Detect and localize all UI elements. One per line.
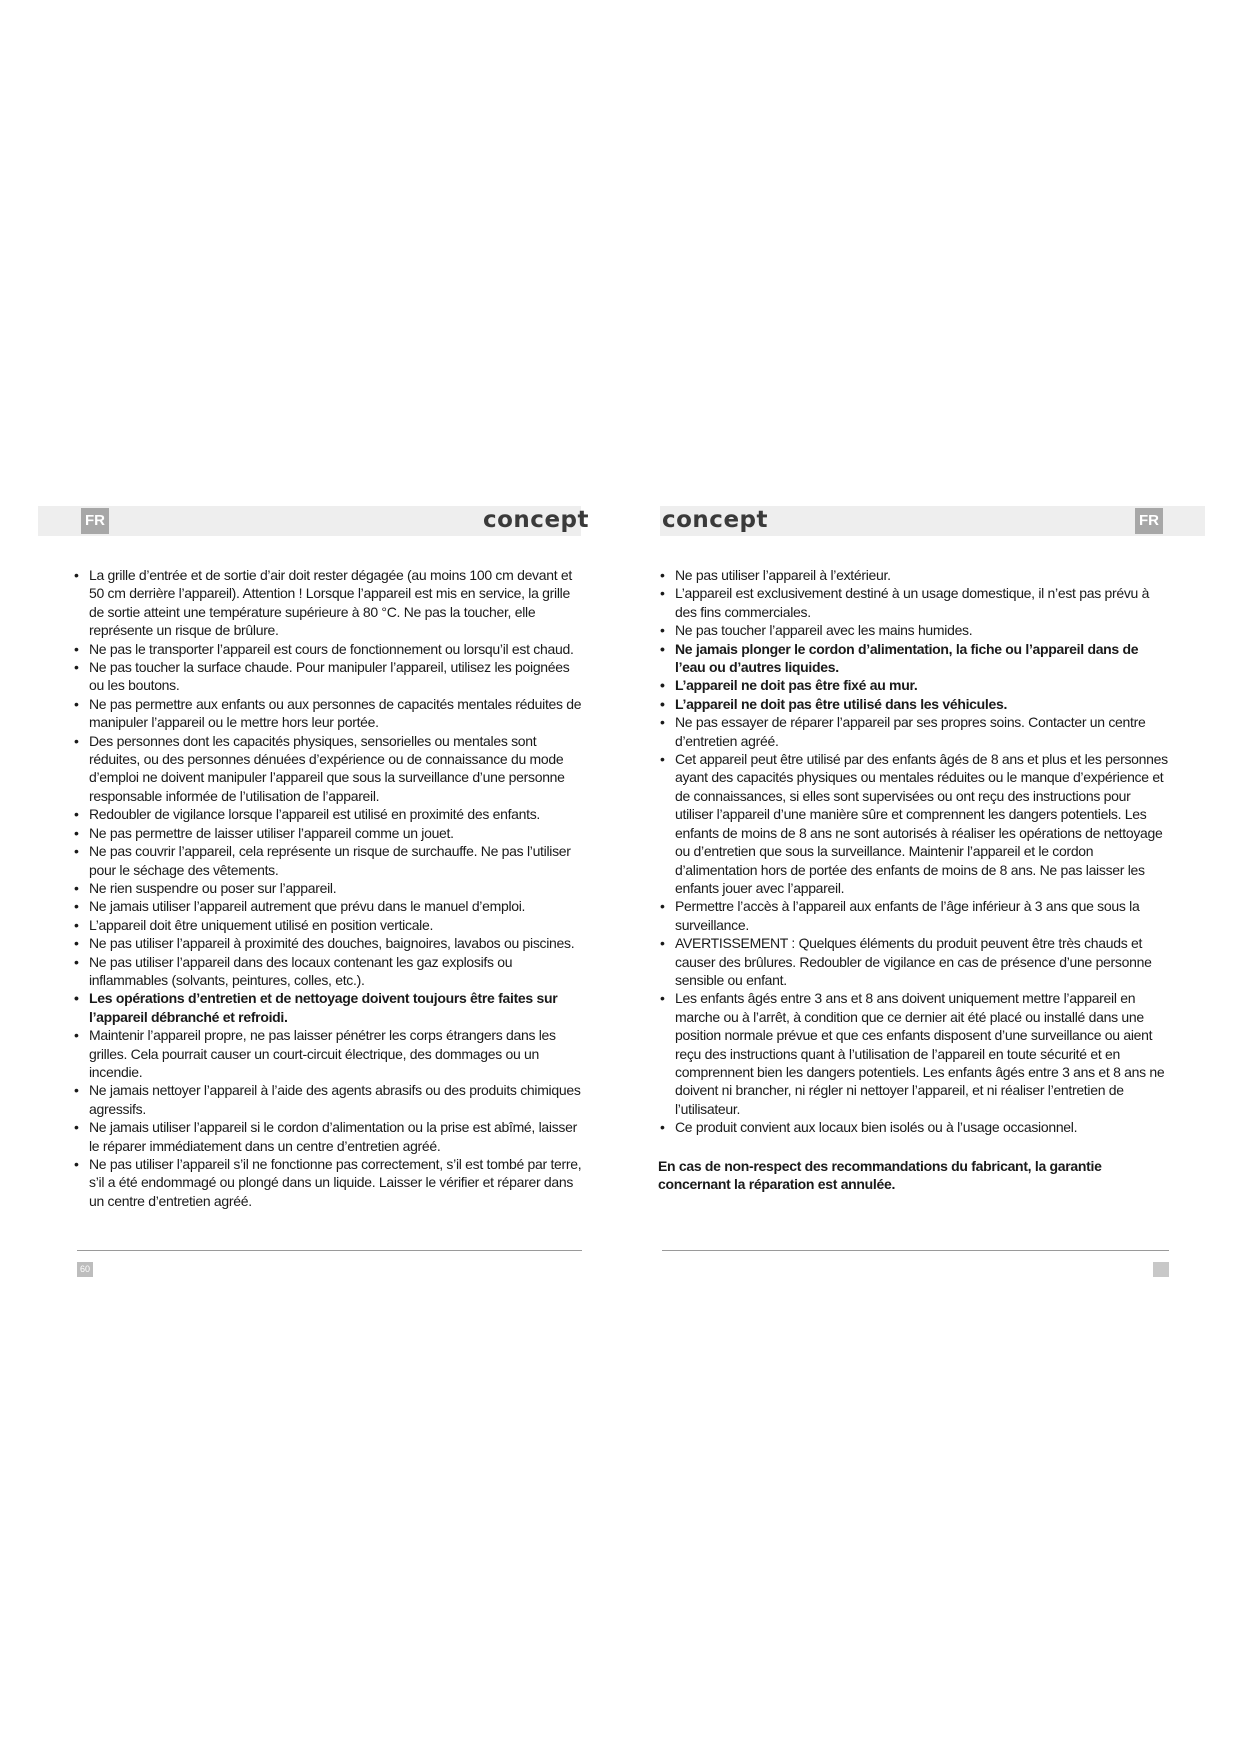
safety-instruction-item: • L’appareil ne doit pas être fixé au mur. — [658, 676, 1172, 694]
safety-instruction-item: • Ne rien suspendre ou poser sur l’appareil. — [72, 879, 584, 897]
safety-instruction-item: • Ne pas utiliser l’appareil à proximité des douches, baignoires, lavabos ou piscines. — [72, 934, 584, 952]
left-brand-logo: concept — [483, 507, 590, 533]
left-language-badge: FR — [81, 508, 109, 534]
safety-instruction-item: • Ne pas utiliser l’appareil s’il ne fonctionne pas correctement, s’il est tombé par terre, s’il a été endommagé ou plongé dans un liquide. Laisser le vérifier et réparer dans un centre d’entretien agréé. — [72, 1155, 584, 1210]
safety-instruction-item: • L’appareil ne doit pas être utilisé dans les véhicules. — [658, 695, 1172, 713]
right-language-badge: FR — [1135, 508, 1163, 534]
safety-instruction-item: • Maintenir l’appareil propre, ne pas laisser pénétrer les corps étrangers dans les grilles. Cela pourrait causer un court-circuit électrique, des dommages ou un incendie. — [72, 1026, 584, 1081]
safety-instruction-item: • La grille d’entrée et de sortie d’air doit rester dégagée (au moins 100 cm devant et 50 cm derrière l’appareil). Attention ! Lorsque l’appareil est mis en service, la grille de sortie atteint une température supérieure à 80 °C. Ne pas la toucher, elle représente un risque de brûlure. — [72, 566, 584, 640]
safety-instruction-item: • Ne pas toucher la surface chaude. Pour manipuler l’appareil, utilisez les poignées ou les boutons. — [72, 658, 584, 695]
safety-instruction-item: • Ne pas essayer de réparer l’appareil par ses propres soins. Contacter un centre d’entretien agréé. — [658, 713, 1172, 750]
right-footer-rule — [662, 1250, 1169, 1251]
safety-instruction-item: • Les enfants âgés entre 3 ans et 8 ans doivent uniquement mettre l’appareil en marche ou à l’arrêt, à condition que ce dernier ait été placé ou installé dans une position normale prévue et que ces enfants disposent d’une surveillance ou aient reçu des instructions quant à l’utilisation de l’appareil en toute sécurité et en comprennent bien les dangers potentiels. Les enfants âgés entre 3 ans et 8 ans ne doivent ni brancher, ni régler ni nettoyer l’appareil, et ni réaliser l’entretien de l’utilisateur. — [658, 989, 1172, 1118]
safety-instruction-item: • Ne pas utiliser l’appareil à l’extérieur. — [658, 566, 1172, 584]
safety-instruction-item: • AVERTISSEMENT : Quelques éléments du produit peuvent être très chauds et causer des brûlures. Redoubler de vigilance en cas de présence d’une personne sensible ou enfant. — [658, 934, 1172, 989]
safety-instruction-item: • Ne pas utiliser l’appareil dans des locaux contenant les gaz explosifs ou inflammables (solvants, peintures, colles, etc.). — [72, 953, 584, 990]
left-page-number: 60 — [77, 1262, 93, 1277]
safety-instruction-item: • L’appareil est exclusivement destiné à un usage domestique, il n’est pas prévu à des fins commerciales. — [658, 584, 1172, 621]
safety-instruction-item: • Ne jamais utiliser l’appareil autrement que prévu dans le manuel d’emploi. — [72, 897, 584, 915]
safety-instruction-item: • Ne pas permettre de laisser utiliser l’appareil comme un jouet. — [72, 824, 584, 842]
safety-instruction-item: • Ne jamais utiliser l’appareil si le cordon d’alimentation ou la prise est abîmé, laisser le réparer immédiatement dans un centre d’entretien agréé. — [72, 1118, 584, 1155]
right-safety-list — [658, 566, 1172, 1137]
safety-instruction-item: • Les opérations d’entretien et de nettoyage doivent toujours être faites sur l’appareil débranché et refroidi. — [72, 989, 584, 1026]
left-page-content — [72, 566, 584, 1210]
safety-instruction-item: • Ne pas permettre aux enfants ou aux personnes de capacités mentales réduites de manipuler l’appareil ou le mettre hors leur portée. — [72, 695, 584, 732]
right-page-content — [658, 566, 1172, 1207]
safety-instruction-item: • Ne pas toucher l’appareil avec les mains humides. — [658, 621, 1172, 639]
safety-instruction-item: • Ne pas le transporter l’appareil est cours de fonctionnement ou lorsqu’il est chaud. — [72, 640, 584, 658]
safety-instruction-item: • Redoubler de vigilance lorsque l’appareil est utilisé en proximité des enfants. — [72, 805, 584, 823]
right-page-marker — [1153, 1262, 1169, 1277]
warranty-note: En cas de non-respect des recommandations du fabricant, la garantie concernant la réparation est annulée. — [658, 1157, 1102, 1192]
safety-instruction-item: • Ne jamais plonger le cordon d’alimentation, la fiche ou l’appareil dans de l’eau ou d’autres liquides. — [658, 640, 1172, 677]
safety-instruction-item: • Ne jamais nettoyer l’appareil à l’aide des agents abrasifs ou des produits chimiques agressifs. — [72, 1081, 584, 1118]
left-safety-list — [72, 566, 584, 1210]
left-footer-rule — [77, 1250, 582, 1251]
safety-instruction-item: • Permettre l’accès à l’appareil aux enfants de l’âge inférieur à 3 ans que sous la surveillance. — [658, 897, 1172, 934]
safety-instruction-item: • Ne pas couvrir l’appareil, cela représente un risque de surchauffe. Ne pas l’utiliser pour le séchage des vêtements. — [72, 842, 584, 879]
right-brand-logo: concept — [662, 507, 769, 533]
safety-instruction-item: • Cet appareil peut être utilisé par des enfants âgés de 8 ans et plus et les personnes ayant des capacités physiques ou mentales réduites ou le manque d’expérience et de connaissances, si elles sont supervisées ou ont reçu des instructions pour utiliser l’appareil d’une manière sûre et comprennent les dangers potentiels. Les enfants de moins de 8 ans ne sont autorisés à réaliser les opérations de nettoyage ou d’entretien que sous la surveillance. Maintenir l’appareil et le cordon d’alimentation hors de portée des enfants de moins de 8 ans. Ne pas laisser les enfants jouer avec l’appareil. — [658, 750, 1172, 897]
safety-instruction-item: • L’appareil doit être uniquement utilisé en position verticale. — [72, 916, 584, 934]
safety-instruction-item: • Ce produit convient aux locaux bien isolés ou à l’usage occasionnel. — [658, 1118, 1172, 1136]
safety-instruction-item: • Des personnes dont les capacités physiques, sensorielles ou mentales sont réduites, ou des personnes dénuées d’expérience ou de connaissance du mode d’emploi ne doivent manipuler l’appareil que sous la surveillance d’une personne responsable informée de l’utilisation de l’appareil. — [72, 732, 584, 806]
